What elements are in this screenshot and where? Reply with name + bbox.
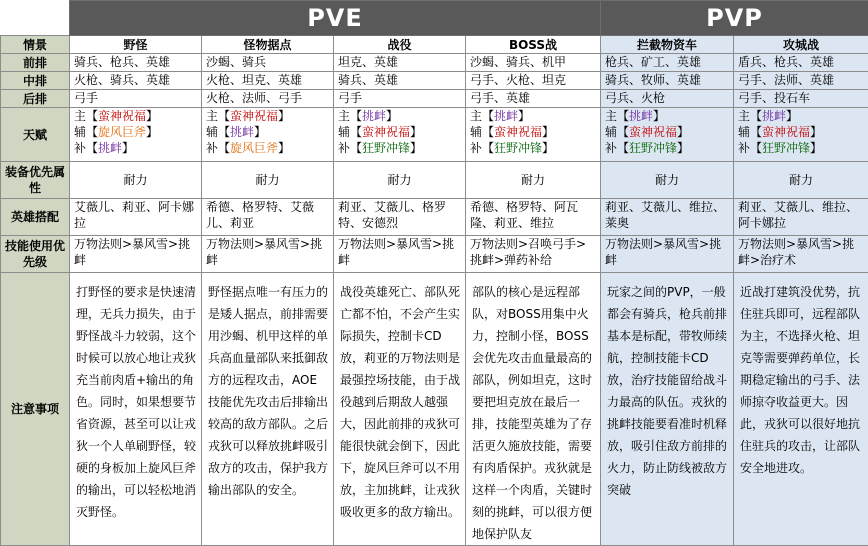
cell: 万物法则>暴风雪>挑衅 [334,236,466,273]
note-cell: 战役英雄死亡、部队死亡都不怕，不会产生实际损失，控制卡CD放，莉亚的万物法则是最强控场技能，由于战役越到后期敌人越强大，因此前排的戎狄可能很快就会倒下，因此下，旋风巨斧可以不用放，主加挑衅，让戎狄吸收更多的敌方输出。 [334,273,466,546]
cell: 火枪、坦克、英雄 [202,72,334,90]
talent-cell [601,108,734,162]
talent-line [74,124,197,140]
cell: 万物法则>召唤弓手>挑衅>弹药补给 [466,236,601,273]
header-campaign: 战役 [334,36,466,54]
talent-cell [734,108,868,162]
talent-line [206,108,329,124]
talent-bracket: 】 [386,109,398,123]
talent-name: 蛮神祝福 [629,125,677,139]
header-wild-monster: 野怪 [70,36,202,54]
talent-line [206,124,329,140]
talent-bracket: 】 [653,109,665,123]
talent-cell [466,108,601,162]
talent-line [206,140,329,156]
talent-name: 蛮神祝福 [362,125,410,139]
talent-slot: 补【 [738,141,762,155]
talent-slot: 主【 [738,109,762,123]
note-cell: 玩家之间的PVP，一般都会有骑兵，枪兵前排基本是标配，带牧师续航，控制技能卡CD放，治疗技能留给战斗力最高的队伍。戎狄的挑衅技能要看准时机释放，吸引住敌方前排的火力，防止防线被敌方突破 [601,273,734,546]
note-cell: 野怪据点唯一有压力的是矮人据点，前排需要用沙蝎、机甲这样的单兵高血量部队来抵御敌方的远程攻击，AOE技能优先攻击后排输出较高的敌方部队。之后戎狄可以释放挑衅吸引敌方的攻击，保护我方输出部队的安全。 [202,273,334,546]
talent-bracket: 】 [677,125,689,139]
talent-name: 蛮神祝福 [494,125,542,139]
talent-slot: 主【 [206,109,230,123]
talent-slot: 辅【 [206,125,230,139]
talent-line [605,124,729,140]
header-scenario: 情景 [1,36,70,54]
cell: 弓手、火枪、坦克 [466,72,601,90]
header-row [1,36,868,54]
cell: 弓手 [334,90,466,108]
row-label: 中排 [1,72,70,90]
talent-slot: 辅【 [338,125,362,139]
talent-line [74,108,197,124]
cell: 耐力 [466,162,601,199]
talent-name: 狂野冲锋 [362,141,410,155]
cell: 火枪、骑兵、英雄 [70,72,202,90]
header-monster-base: 怪物据点 [202,36,334,54]
talent-bracket: 】 [677,141,689,155]
talent-row [1,108,868,162]
back-row [1,90,868,108]
talent-line [338,108,461,124]
talent-slot: 补【 [470,141,494,155]
talent-line [738,108,864,124]
talent-cell [202,108,334,162]
cell: 万物法则>暴风雪>挑衅 [601,236,734,273]
row-label: 天赋 [1,108,70,162]
talent-name: 狂野冲锋 [629,141,677,155]
talent-line [74,140,197,156]
cell: 坦克、英雄 [334,54,466,72]
row-label: 技能使用优先级 [1,236,70,273]
talent-name: 挑衅 [629,109,653,123]
cell: 弓手、英雄 [466,90,601,108]
cell: 莉亚、艾薇儿、格罗特、安德烈 [334,199,466,236]
talent-bracket: 】 [410,125,422,139]
talent-bracket: 】 [786,109,798,123]
talent-slot: 补【 [338,141,362,155]
talent-bracket: 】 [254,125,266,139]
talent-line [338,124,461,140]
talent-bracket: 】 [146,125,158,139]
cell: 骑兵、枪兵、英雄 [70,54,202,72]
talent-name: 狂野冲锋 [494,141,542,155]
talent-slot: 辅【 [74,125,98,139]
row-label: 装备优先属性 [1,162,70,199]
cell: 骑兵、英雄 [334,72,466,90]
talent-line [738,140,864,156]
talent-bracket: 】 [810,141,822,155]
talent-slot: 辅【 [738,125,762,139]
banner-row [1,1,868,36]
talent-slot: 主【 [338,109,362,123]
talent-name: 蛮神祝福 [230,109,278,123]
talent-slot: 辅【 [605,125,629,139]
middle-row [1,72,868,90]
talent-bracket: 】 [542,141,554,155]
talent-name: 挑衅 [230,125,254,139]
talent-slot: 主【 [470,109,494,123]
notes-row [1,273,868,546]
row-label: 后排 [1,90,70,108]
talent-slot: 补【 [206,141,230,155]
cell: 盾兵、枪兵、英雄 [734,54,868,72]
cell: 弓手、投石车 [734,90,868,108]
row-label: 英雄搭配 [1,199,70,236]
talent-line [470,140,596,156]
talent-line [470,124,596,140]
note-cell: 部队的核心是远程部队，对BOSS用集中火力，控制小怪，BOSS会优先攻击血量最高的部队，例如坦克，这时要把坦克放在最后一排，技能型英雄为了存活更久施放技能，需要有肉盾保护。戎狄就是这样一个肉盾，关键时刻的挑衅，可以很方便地保护队友 [466,273,601,546]
banner-corner [1,1,70,36]
cell: 希德、格罗特、艾薇儿、莉亚 [202,199,334,236]
header-supply-intercept: 拦截物资车 [601,36,734,54]
talent-name: 狂野冲锋 [762,141,810,155]
pvp-banner: PVP [601,1,868,36]
cell: 弓手、法师、英雄 [734,72,868,90]
talent-line [738,124,864,140]
talent-bracket: 】 [122,141,134,155]
cell: 火枪、法师、弓手 [202,90,334,108]
equip-row [1,162,868,199]
skill-row [1,236,868,273]
cell: 莉亚、艾薇儿、维拉、阿卡娜拉 [734,199,868,236]
cell: 弓兵、火枪 [601,90,734,108]
cell: 耐力 [334,162,466,199]
row-label: 前排 [1,54,70,72]
row-label: 注意事项 [1,273,70,546]
cell: 弓手 [70,90,202,108]
hero-row [1,199,868,236]
front-row [1,54,868,72]
cell: 耐力 [202,162,334,199]
cell: 骑兵、牧师、英雄 [601,72,734,90]
cell: 希德、格罗特、阿瓦隆、莉亚、维拉 [466,199,601,236]
talent-cell [334,108,466,162]
cell: 耐力 [70,162,202,199]
talent-bracket: 】 [542,125,554,139]
cell: 沙蝎、骑兵、机甲 [466,54,601,72]
talent-line [470,108,596,124]
cell: 莉亚、艾薇儿、维拉、莱奥 [601,199,734,236]
talent-name: 挑衅 [362,109,386,123]
cell: 枪兵、矿工、英雄 [601,54,734,72]
talent-name: 挑衅 [98,141,122,155]
talent-bracket: 】 [278,141,290,155]
note-cell: 打野怪的要求是快速清理，无兵力损失，由于野怪战斗力较弱，这个时候可以放心地让戎狄充当前肉盾+输出的角色。同时，如果想要节省资源，甚至可以让戎狄一个人单刷野怪，较硬的身板加上旋风巨斧的输出，可以轻松地消灭野怪。 [70,273,202,546]
cell: 沙蝎、骑兵 [202,54,334,72]
talent-name: 旋风巨斧 [230,141,278,155]
talent-name: 旋风巨斧 [98,125,146,139]
cell: 耐力 [734,162,868,199]
talent-cell [70,108,202,162]
note-cell: 近战打建筑没优势，抗住驻兵即可，远程部队为主，不选择火枪、坦克等需要弹药单位，长期稳定输出的弓手、法师掠夺收益更大。因此，戎狄可以很好地抗住驻兵的攻击，让部队安全地进攻。 [734,273,868,546]
talent-slot: 主【 [74,109,98,123]
talent-line [605,108,729,124]
talent-name: 蛮神祝福 [762,125,810,139]
header-siege: 攻城战 [734,36,868,54]
talent-bracket: 】 [518,109,530,123]
cell: 万物法则>暴风雪>挑衅>治疗术 [734,236,868,273]
talent-slot: 辅【 [470,125,494,139]
talent-name: 挑衅 [494,109,518,123]
cell: 艾薇儿、莉亚、阿卡娜拉 [70,199,202,236]
talent-bracket: 】 [146,109,158,123]
pve-banner: PVE [70,1,601,36]
talent-name: 挑衅 [762,109,786,123]
talent-slot: 补【 [605,141,629,155]
talent-line [338,140,461,156]
talent-bracket: 】 [410,141,422,155]
talent-line [605,140,729,156]
talent-slot: 主【 [605,109,629,123]
cell: 万物法则>暴风雪>挑衅 [70,236,202,273]
talent-bracket: 】 [278,109,290,123]
cell: 耐力 [601,162,734,199]
talent-slot: 补【 [74,141,98,155]
header-boss: BOSS战 [466,36,601,54]
cell: 万物法则>暴风雪>挑衅 [202,236,334,273]
talent-name: 蛮神祝福 [98,109,146,123]
talent-bracket: 】 [810,125,822,139]
